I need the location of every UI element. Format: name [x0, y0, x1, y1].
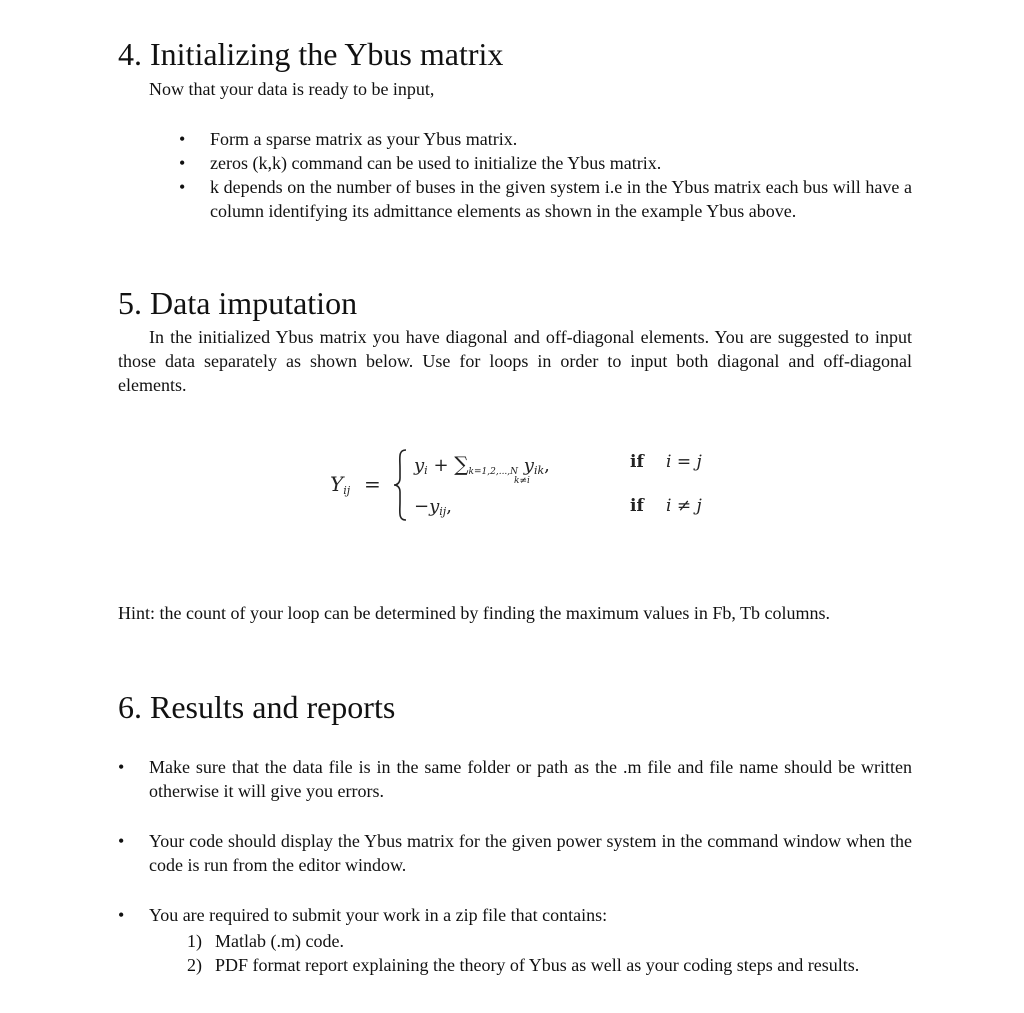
case-2-condition: i ≠ j: [666, 496, 702, 516]
list-item: • You are required to submit your work in a zip file that contains:: [149, 903, 912, 927]
section-4-heading: 4. Initializing the Ybus matrix: [118, 36, 504, 72]
section-5-hint: Hint: the count of your loop can be determined by finding the maximum values in Fb, Tb columns.: [118, 603, 831, 623]
submission-numbered-list: [187, 929, 912, 977]
list-item: • zeros (k,k) command can be used to initialize the Ybus matrix.: [210, 151, 912, 175]
case-2-if: if: [630, 496, 644, 516]
list-item: [187, 929, 912, 953]
sum-range: k=1,2,...,N: [468, 467, 519, 477]
equation-lhs: [330, 472, 350, 497]
list-number: 1): [187, 931, 202, 951]
list-item: • Your code should display the Ybus matrix for the given power system in the command window when the code is run from the editor window.: [149, 829, 912, 877]
case-1-term-y-subscript: i: [424, 464, 428, 477]
case-2-comma: ,: [446, 496, 452, 517]
section-5-paragraph: In the initialized Ybus matrix you have diagonal and off-diagonal elements. You are suggested to input those data separately as shown below. Use for loops in order to input both diagonal and off-diagonal elements.: [118, 327, 912, 395]
list-item-text: PDF format report explaining the theory of Ybus as well as your coding steps and results.: [215, 955, 860, 975]
case-1-term-yik: y: [523, 455, 534, 476]
list-item: • Form a sparse matrix as your Ybus matrix.: [210, 127, 912, 151]
section-6-heading: 6. Results and reports: [118, 689, 396, 725]
sum-condition: k≠i: [514, 476, 530, 486]
list-item-text: Matlab (.m) code.: [215, 931, 344, 951]
equation-equals: =: [364, 472, 381, 496]
sum-symbol: ∑: [454, 452, 469, 476]
ybus-equation: [318, 446, 738, 526]
equation-case-2-expression: [414, 496, 452, 518]
case-1-if: if: [630, 452, 644, 472]
section-4-intro: Now that your data is ready to be input,: [149, 79, 435, 99]
case-1-term-yik-subscript: ik: [533, 464, 545, 477]
case-1-term-y: y: [414, 455, 425, 476]
case-2-term: −y: [414, 496, 440, 517]
list-item: • k depends on the number of buses in the given system i.e in the Ybus matrix each bus will have a column identifying its admittance elements as shown in the example Ybus above.: [210, 175, 912, 223]
list-item: [187, 953, 912, 977]
equation-lhs-subscript: ij: [343, 484, 351, 497]
list-number: 2): [187, 955, 202, 975]
section-4-bullet-list: [210, 127, 912, 223]
equation-lhs-symbol: Y: [330, 472, 344, 496]
section-6-bullet-list: [149, 755, 912, 927]
section-5-heading: 5. Data imputation: [118, 285, 358, 321]
case-1-condition: i = j: [666, 452, 702, 472]
equation-case-1-expression: [414, 452, 550, 477]
case-1-comma: ,: [544, 455, 550, 476]
case-2-term-subscript: ij: [439, 505, 447, 518]
list-item: • Make sure that the data file is in the same folder or path as the .m file and file name should be written otherwise it will give you errors.: [149, 755, 912, 803]
case-1-plus: +: [433, 455, 449, 476]
left-brace-icon: [392, 448, 408, 522]
